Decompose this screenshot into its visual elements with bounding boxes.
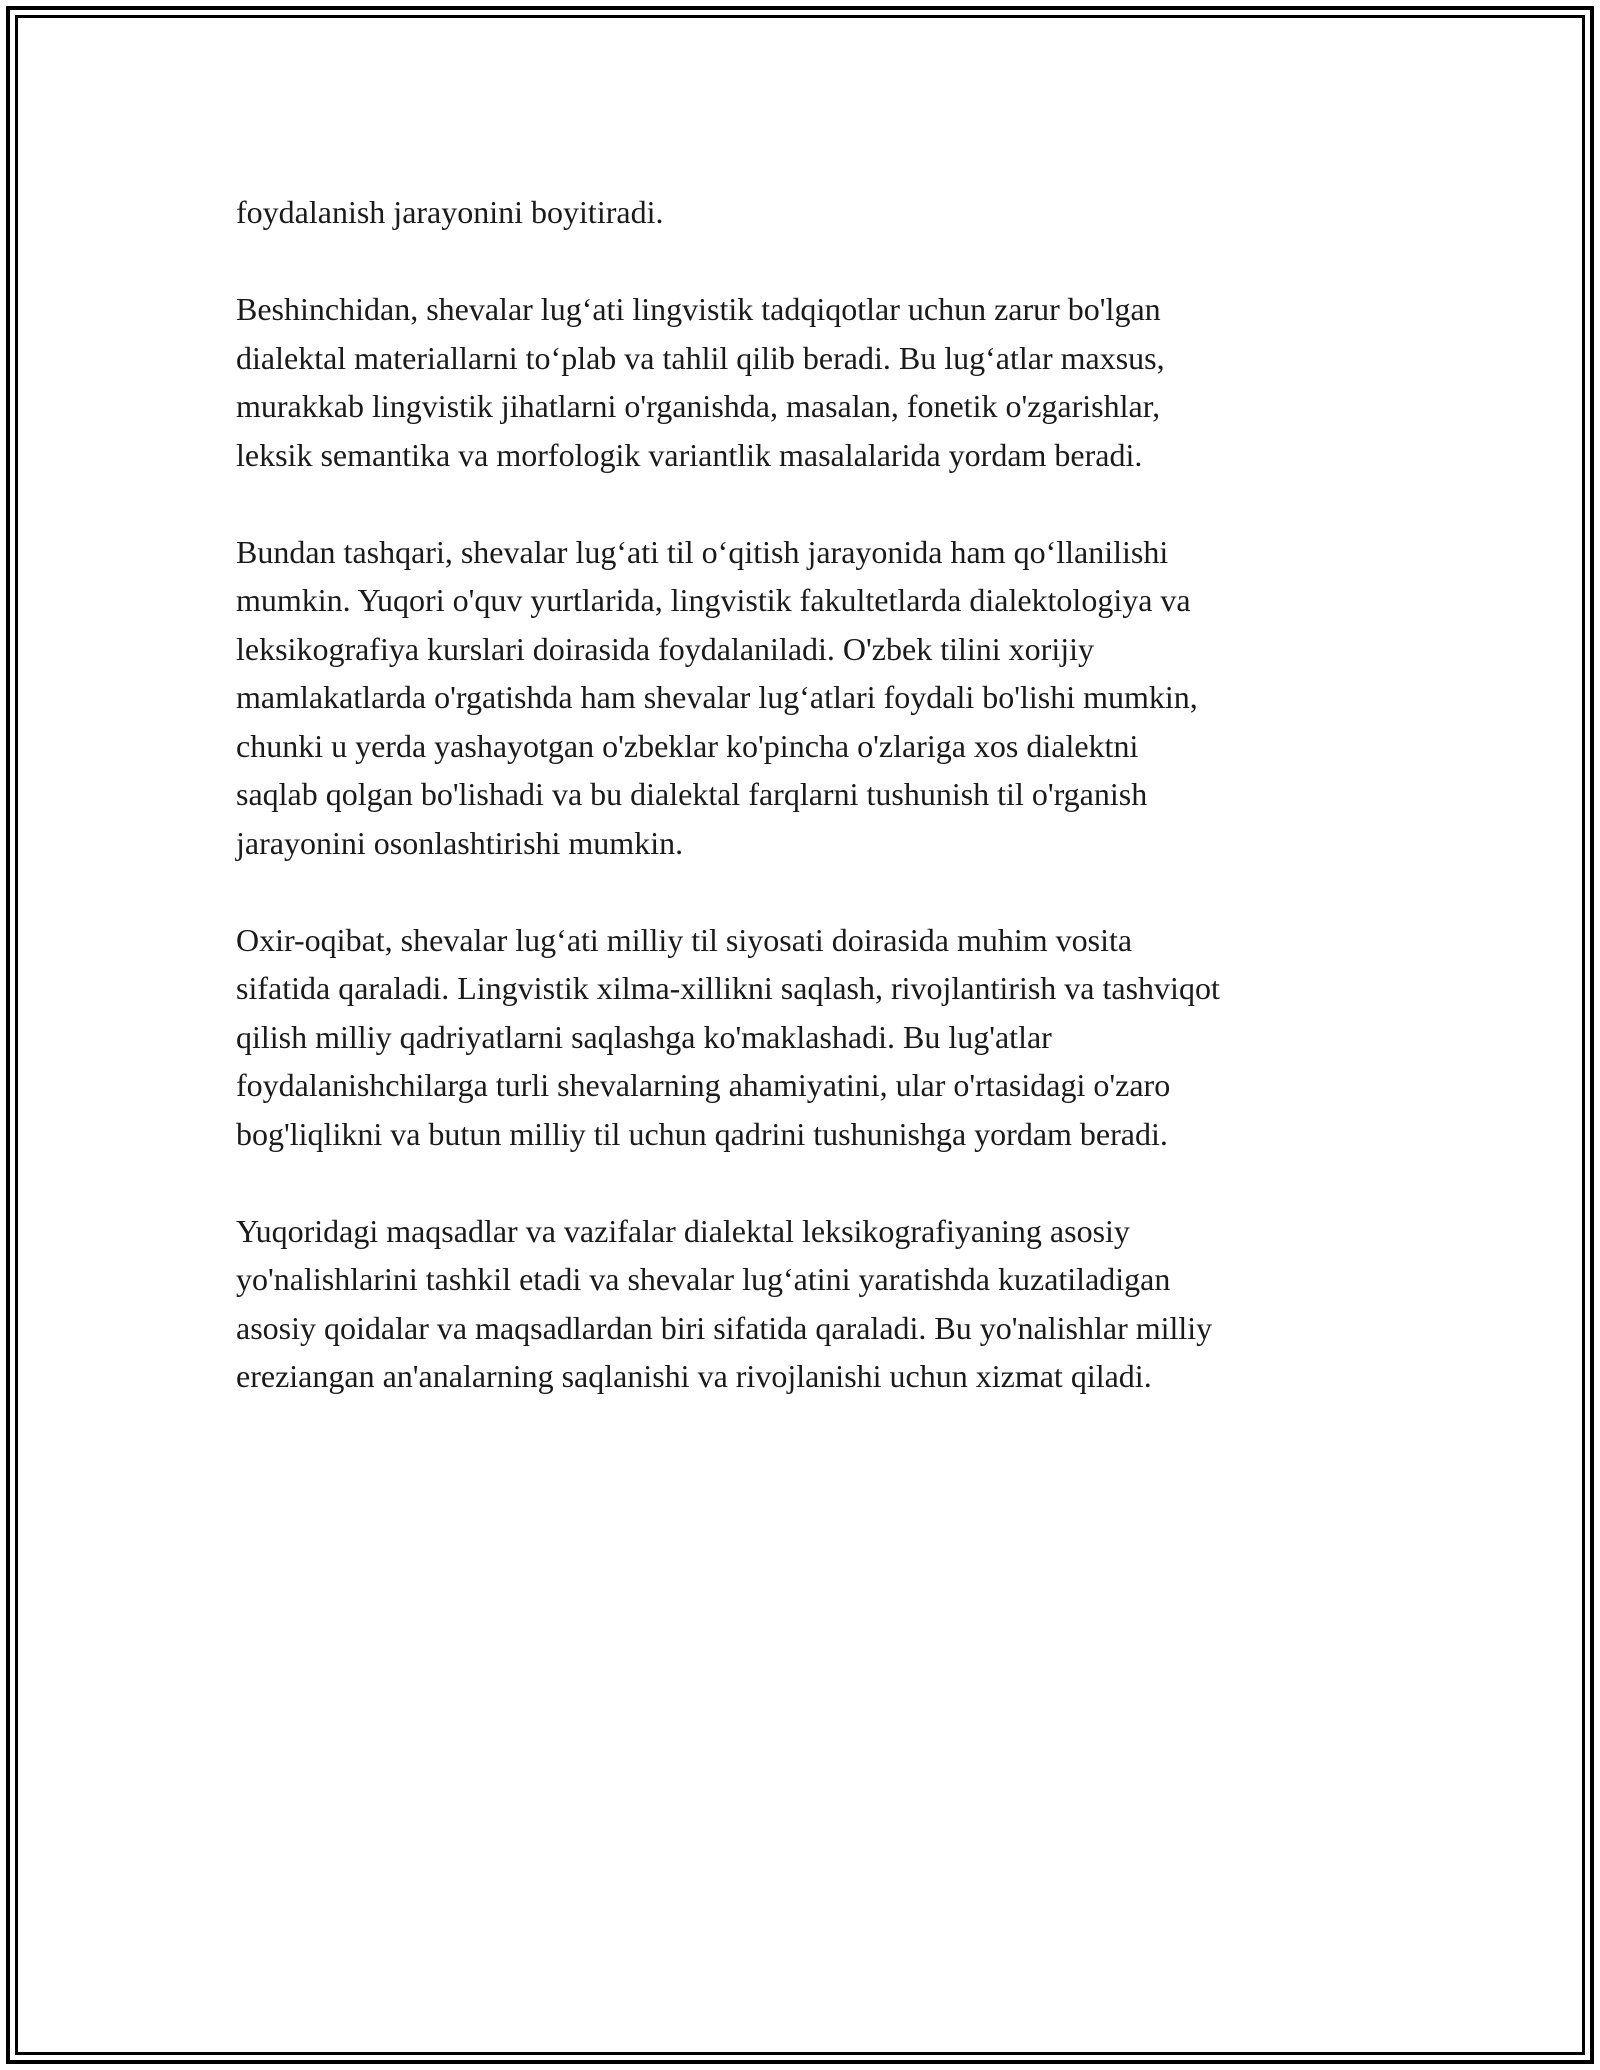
text-line: saqlab qolgan bo'lishadi va bu dialektal farqlarni tushunish til o'rganish xyxy=(236,776,1148,812)
text-line: murakkab lingvistik jihatlarni o'rganishda, masalan, fonetik o'zgarishlar, xyxy=(236,388,1161,424)
text-line: Beshinchidan, shevalar lug‘ati lingvistik tadqiqotlar uchun zarur bo'lgan xyxy=(236,291,1161,327)
paragraph-1 xyxy=(236,188,1386,237)
text-line: yo'nalishlarini tashkil etadi va shevalar lug‘atini yaratishda kuzatiladigan xyxy=(236,1261,1171,1297)
text-line: ereziangan an'analarning saqlanishi va rivojlanishi uchun xizmat qiladi. xyxy=(236,1358,1152,1394)
text-line: foydalanishchilarga turli shevalarning ahamiyatini, ular o'rtasidagi o'zaro xyxy=(236,1067,1171,1103)
text-line: Yuqoridagi maqsadlar va vazifalar dialektal leksikografiyaning asosiy xyxy=(236,1212,1130,1249)
text-line: mamlakatlarda o'rgatishda ham shevalar lug‘atlari foydali bo'lishi mumkin, xyxy=(236,679,1198,715)
paragraph-2 xyxy=(236,285,1386,479)
paragraph-4 xyxy=(236,916,1386,1159)
paragraph-5 xyxy=(236,1207,1386,1401)
text-line: chunki u yerda yashayotgan o'zbeklar ko'pincha o'zlariga xos dialektni xyxy=(236,727,1139,764)
text-line: asosiy qoidalar va maqsadlardan biri sifatida qaraladi. Bu yo'nalishlar milliy xyxy=(236,1309,1213,1346)
text-line: Bundan tashqari, shevalar lug‘ati til o‘qitish jarayonida ham qo‘llanilishi xyxy=(236,533,1169,570)
text-line: jarayonini osonlashtirishi mumkin. xyxy=(236,824,684,861)
text-line: foydalanish jarayonini boyitiradi. xyxy=(236,194,664,230)
text-line: leksikografiya kurslari doirasida foydalaniladi. O'zbek tilini xorijiy xyxy=(236,630,1094,667)
paragraph-3 xyxy=(236,528,1386,868)
text-line: bog'liqlikni va butun milliy til uchun qadrini tushunishga yordam beradi. xyxy=(236,1115,1168,1152)
text-line: mumkin. Yuqori o'quv yurtlarida, lingvistik fakultetlarda dialektologiya va xyxy=(236,582,1191,618)
text-line: leksik semantika va morfologik variantlik masalalarida yordam beradi. xyxy=(236,436,1143,473)
document-body xyxy=(236,188,1386,1449)
text-line: sifatida qaraladi. Lingvistik xilma-xillikni saqlash, rivojlantirish va tashviqot xyxy=(236,970,1220,1006)
text-line: Oxir-oqibat, shevalar lug‘ati milliy til siyosati doirasida muhim vosita xyxy=(236,921,1133,958)
text-line: dialektal materiallarni to‘plab va tahlil qilib beradi. Bu lug‘atlar maxsus, xyxy=(236,339,1165,376)
text-line: qilish milliy qadriyatlarni saqlashga ko'maklashadi. Bu lug'atlar xyxy=(236,1018,1052,1055)
